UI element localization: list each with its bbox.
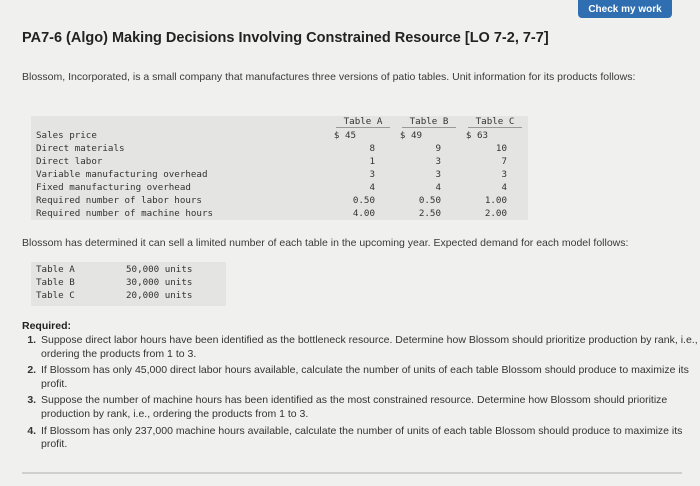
table-cell: 10 — [495, 143, 507, 154]
col-header-table-b: Table B — [409, 116, 449, 127]
table-cell: 2.50 — [418, 208, 441, 219]
demand-label: Table C — [36, 290, 75, 301]
header-underline — [468, 127, 522, 128]
demand-label: Table A — [36, 264, 75, 275]
row-label: Required number of machine hours — [36, 208, 214, 219]
row-label: Variable manufacturing overhead — [36, 169, 208, 180]
table-cell: 9 — [435, 143, 441, 154]
table-cell: $ 49 — [399, 130, 423, 141]
table-cell: 3 — [435, 156, 441, 167]
demand-text: Blossom has determined it can sell a limited number of each table in the upcoming year. Expected demand for each model follows: — [22, 237, 629, 249]
demand-value: 30,000 units — [126, 277, 193, 288]
table-cell: 4.00 — [352, 208, 375, 219]
table-cell: 4 — [501, 182, 507, 193]
requirement-item: 2. If Blossom has only 45,000 direct labor hours available, calculate the number of units of each table Blossom should produce to maximize its profit. — [39, 364, 699, 391]
header-underline — [402, 127, 456, 128]
table-cell: 8 — [369, 143, 375, 154]
required-heading: Required: — [22, 320, 72, 332]
demand-label: Table B — [36, 277, 75, 288]
col-header-table-a: Table A — [343, 116, 383, 127]
page-title: PA7-6 (Algo) Making Decisions Involving Constrained Resource [LO 7-2, 7-7] — [22, 30, 549, 46]
table-cell: 3 — [369, 169, 375, 180]
table-cell: 4 — [435, 182, 441, 193]
intro-text: Blossom, Incorporated, is a small company that manufactures three versions of patio tables. Unit information for its products follows: — [22, 71, 636, 83]
demand-value: 20,000 units — [126, 290, 193, 301]
table-cell: 4 — [369, 182, 375, 193]
table-cell: $ 63 — [465, 130, 489, 141]
check-my-work-button[interactable]: Check my work — [578, 0, 672, 18]
demand-value: 50,000 units — [126, 264, 193, 275]
table-cell: 1 — [369, 156, 375, 167]
table-cell: 2.00 — [484, 208, 507, 219]
requirement-item: 1. Suppose direct labor hours have been identified as the bottleneck resource. Determine how Blossom should prioritize production by rank, i.e., ordering the products from 1 to 3. — [39, 334, 699, 361]
table-cell: 0.50 — [418, 195, 441, 206]
table-cell: 1.00 — [484, 195, 507, 206]
table-cell: 3 — [435, 169, 441, 180]
table-cell: $ 45 — [333, 130, 357, 141]
table-cell: 0.50 — [352, 195, 375, 206]
section-divider — [22, 472, 682, 474]
col-header-table-c: Table C — [475, 116, 515, 127]
header-underline — [336, 127, 390, 128]
requirement-item: 3. Suppose the number of machine hours has been identified as the most constrained resource. Determine how Blossom should prioritize production by rank, i.e., ordering the products from 1 to 3. — [39, 394, 699, 421]
row-label: Sales price — [36, 130, 97, 141]
row-label: Required number of labor hours — [36, 195, 202, 206]
row-label: Direct materials — [36, 143, 125, 154]
row-label: Fixed manufacturing overhead — [36, 182, 191, 193]
requirement-item: 4. If Blossom has only 237,000 machine hours available, calculate the number of units of each table Blossom should produce to maximize its profit. — [39, 425, 699, 452]
requirements-list — [22, 334, 699, 455]
table-cell: 3 — [501, 169, 507, 180]
row-label: Direct labor — [36, 156, 103, 167]
table-cell: 7 — [501, 156, 507, 167]
